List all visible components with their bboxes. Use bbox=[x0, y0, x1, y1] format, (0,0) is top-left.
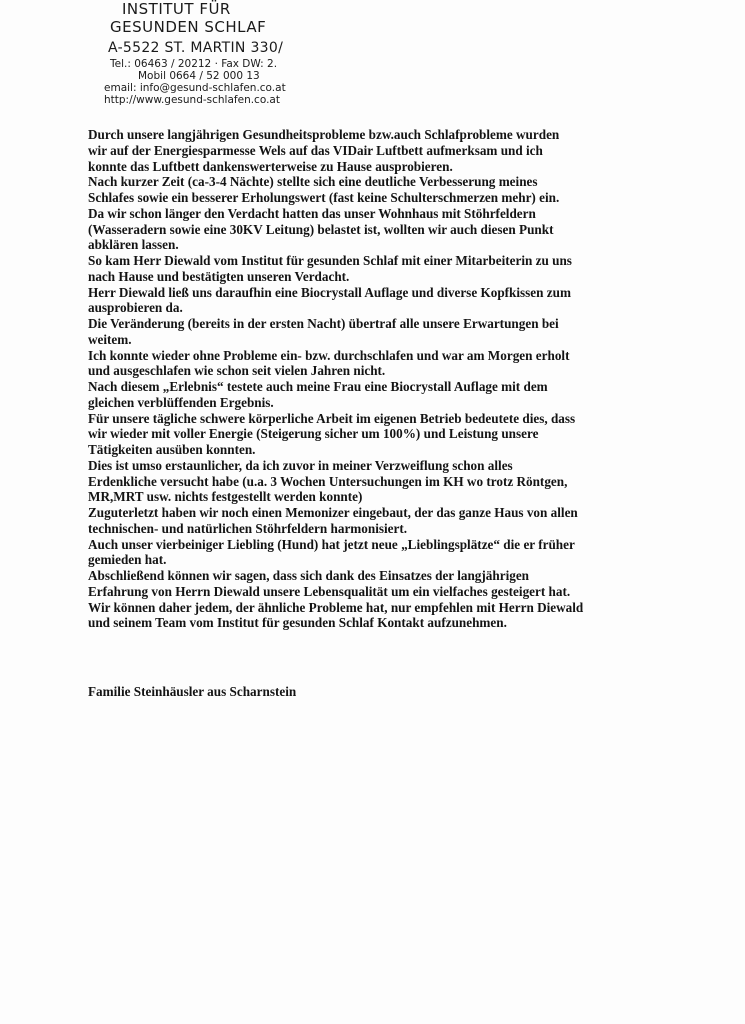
body-line: gleichen verblüffenden Ergebnis. bbox=[88, 394, 274, 410]
body-line: (Wasseradern sowie eine 30KV Leitung) belastet ist, wollten wir auch diesen Punkt bbox=[88, 221, 554, 237]
body-line: Die Veränderung (bereits in der ersten Nacht) übertraf alle unsere Erwartungen bei bbox=[88, 316, 559, 331]
body-line: konnte das Luftbett dankenswerterweise zu Hause ausprobieren. bbox=[88, 158, 453, 174]
body-line: Nach diesem „Erlebnis“ testete auch meine Frau eine Biocrystall Auflage mit dem bbox=[88, 379, 548, 394]
body-line: nach Hause und bestätigten unseren Verdacht. bbox=[88, 268, 350, 284]
body-line: Tätigkeiten ausüben konnten. bbox=[88, 442, 256, 457]
body-line: und ausgeschlafen wie schon seit vielen Jahren nicht. bbox=[88, 363, 386, 379]
body-line: und seinem Team vom Institut für gesunden Schlaf Kontakt aufzunehmen. bbox=[88, 615, 507, 631]
body-line: Nach kurzer Zeit (ca-3-4 Nächte) stellte sich eine deutliche Verbesserung meines bbox=[88, 174, 538, 190]
body-line: Dies ist umso erstaunlicher, da ich zuvor in meiner Verzweiflung schon alles bbox=[88, 457, 513, 473]
body-line: technischen- und natürlichen Stöhrfeldern harmonisiert. bbox=[88, 520, 408, 536]
letterhead-email: email: info@gesund-schlafen.co.at bbox=[104, 82, 286, 94]
body-line: ausprobieren da. bbox=[88, 300, 183, 316]
body-line: MR,MRT usw. nichts festgestellt werden konnte) bbox=[88, 489, 363, 505]
body-line: Wir können daher jedem, der ähnliche Probleme hat, nur empfehlen mit Herrn Diewald bbox=[88, 599, 584, 615]
body-line: wir auf der Energiesparmesse Wels auf das VIDair Luftbett aufmerksam und ich bbox=[88, 142, 543, 158]
body-line: Schlafes sowie ein besserer Erholungswert (fast keine Schulterschmerzen mehr) ein. bbox=[88, 190, 560, 205]
body-line: Zuguterletzt haben wir noch einen Memonizer eingebaut, der das ganze Haus von allen bbox=[88, 505, 578, 520]
letterhead-address: A-5522 ST. MARTIN 330/ bbox=[108, 40, 284, 56]
letterhead-phone: Tel.: 06463 / 20212 · Fax DW: 2. bbox=[110, 58, 278, 70]
body-line: gemieden hat. bbox=[88, 552, 167, 568]
body-line: abklären lassen. bbox=[88, 237, 179, 253]
letter-signature: Familie Steinhäusler aus Scharnstein bbox=[88, 684, 297, 699]
body-line: So kam Herr Diewald vom Institut für gesunden Schlaf mit einer Mitarbeiterin zu uns bbox=[88, 253, 572, 268]
body-line: Herr Diewald ließ uns daraufhin eine Biocrystall Auflage und diverse Kopfkissen zum bbox=[88, 284, 571, 300]
body-line: Für unsere tägliche schwere körperliche Arbeit im eigenen Betrieb bedeutete dies, dass bbox=[88, 410, 576, 426]
body-line: weitem. bbox=[88, 331, 132, 347]
letter-body bbox=[88, 127, 688, 631]
body-line: wir wieder mit voller Energie (Steigerung sicher um 100%) und Leistung unsere bbox=[88, 426, 539, 442]
body-line: Ich konnte wieder ohne Probleme ein- bzw. durchschlafen und war am Morgen erholt bbox=[88, 347, 570, 363]
letterhead-name-line1: INSTITUT FÜR bbox=[122, 0, 231, 18]
body-line: Auch unser vierbeiniger Liebling (Hund) hat jetzt neue „Lieblingsplätze“ die er früher bbox=[88, 536, 575, 552]
letterhead-name-line2: GESUNDEN SCHLAF bbox=[110, 18, 267, 36]
letterhead-stamp bbox=[104, 2, 319, 107]
letterhead-web: http://www.gesund-schlafen.co.at bbox=[104, 94, 280, 106]
body-line: Da wir schon länger den Verdacht hatten das unser Wohnhaus mit Stöhrfeldern bbox=[88, 205, 536, 221]
body-line: Abschließend können wir sagen, dass sich dank des Einsatzes der langjährigen bbox=[88, 568, 530, 583]
letterhead-mobile: Mobil 0664 / 52 000 13 bbox=[138, 70, 260, 82]
body-line: Durch unsere langjährigen Gesundheitsprobleme bzw.auch Schlafprobleme wurden bbox=[88, 127, 560, 142]
body-line: Erfahrung von Herrn Diewald unsere Lebensqualität um ein vielfaches gesteigert hat. bbox=[88, 583, 571, 599]
body-line: Erdenkliche versucht habe (u.a. 3 Wochen Untersuchungen im KH wo trotz Röntgen, bbox=[88, 473, 568, 489]
